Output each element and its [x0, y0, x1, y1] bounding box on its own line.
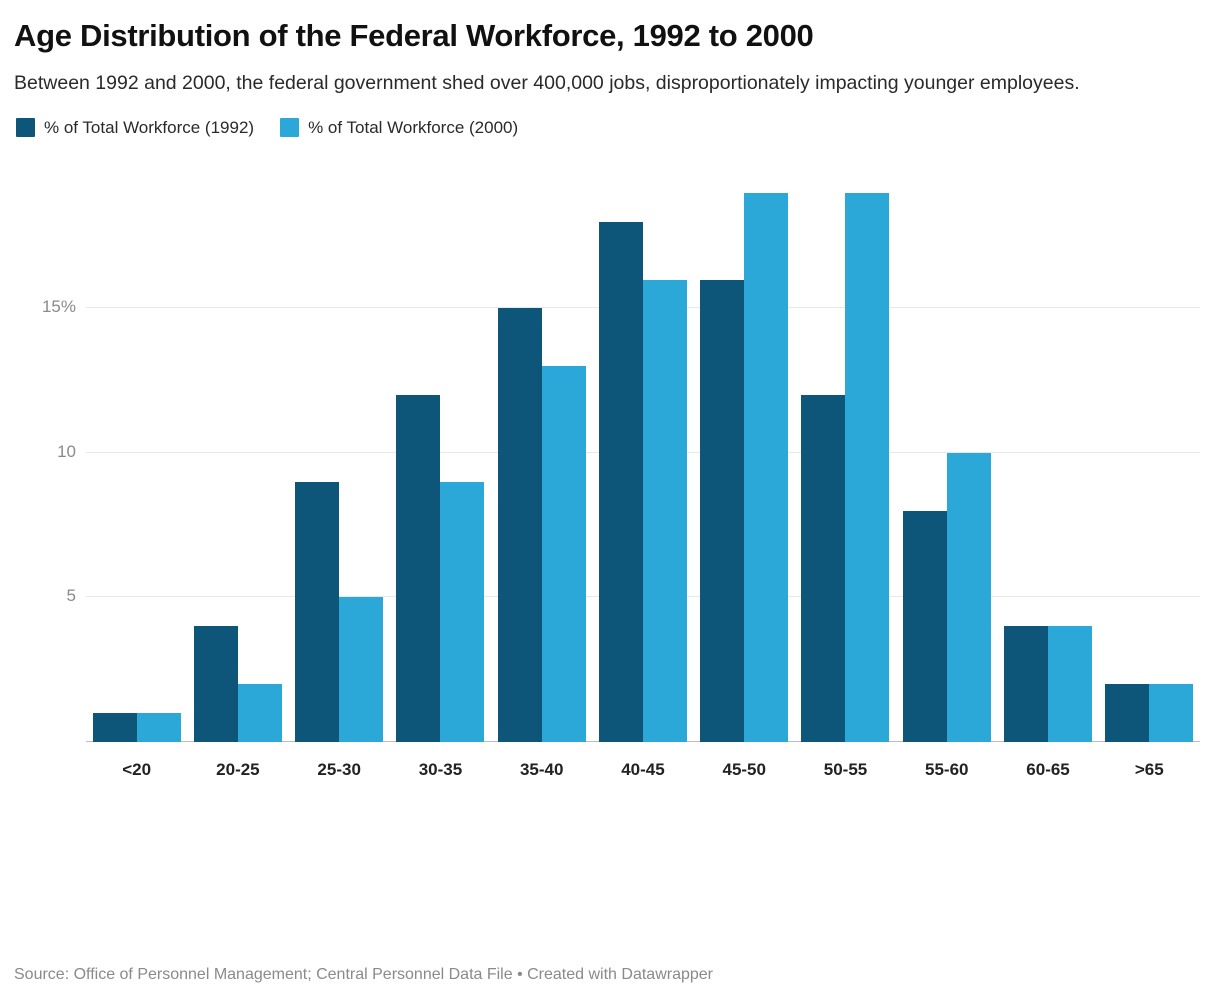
x-axis-label: 40-45 — [621, 759, 665, 779]
x-axis-label: 60-65 — [1026, 759, 1070, 779]
bar-2000[interactable] — [947, 453, 991, 742]
bar-2000[interactable] — [744, 193, 788, 742]
legend-swatch-1992 — [16, 118, 35, 137]
legend-label-1992: % of Total Workforce (1992) — [44, 117, 255, 137]
bar-group — [694, 164, 795, 742]
chart-subtitle: Between 1992 and 2000, the federal government shed over 400,000 jobs, disproportionately impacting younger employees. — [14, 71, 1080, 94]
bar-2000[interactable] — [845, 193, 889, 742]
bar-group — [289, 164, 390, 742]
x-axis-label: 50-55 — [823, 759, 868, 779]
legend-swatch-2000 — [280, 118, 299, 137]
bar-2000[interactable] — [137, 713, 181, 742]
bar-2000[interactable] — [542, 366, 586, 742]
bar-group — [592, 164, 693, 742]
bar-1992[interactable] — [1105, 684, 1149, 742]
bar-1992[interactable] — [194, 626, 238, 742]
bar-2000[interactable] — [643, 280, 687, 742]
chart-source-note: Source: Office of Personnel Management; Central Personnel Data File • Created with Datawrapper — [14, 966, 713, 983]
bar-1992[interactable] — [801, 395, 845, 742]
x-axis-label: <20 — [122, 759, 152, 779]
x-axis-labels — [86, 760, 1200, 780]
bar-group — [896, 164, 997, 742]
x-axis-label: 20-25 — [216, 759, 260, 779]
page-title: Age Distribution of the Federal Workforce, 1992 to 2000 — [14, 18, 814, 53]
bar-2000[interactable] — [238, 684, 282, 742]
chart-legend — [16, 118, 1200, 138]
x-axis-label: 35-40 — [519, 759, 564, 779]
x-axis-label: 55-60 — [925, 759, 969, 779]
bar-1992[interactable] — [295, 482, 339, 742]
y-axis-tick-label: 5 — [66, 586, 76, 606]
bar-2000[interactable] — [1048, 626, 1092, 742]
bar-1992[interactable] — [599, 222, 643, 742]
bar-2000[interactable] — [440, 482, 484, 742]
chart-plot-area — [14, 164, 1200, 784]
x-axis-label: 45-50 — [722, 759, 766, 779]
legend-item-1992[interactable] — [16, 118, 254, 138]
y-axis-tick-label: 15% — [41, 297, 76, 317]
bar-group — [86, 164, 187, 742]
bar-2000[interactable] — [339, 597, 383, 742]
bar-1992[interactable] — [903, 511, 947, 742]
bar-group — [491, 164, 592, 742]
bar-group — [187, 164, 288, 742]
x-axis-label: 30-35 — [418, 759, 463, 779]
legend-item-2000[interactable] — [280, 118, 518, 138]
legend-label-2000: % of Total Workforce (2000) — [308, 117, 519, 137]
bar-group — [795, 164, 896, 742]
bar-1992[interactable] — [396, 395, 440, 742]
bar-1992[interactable] — [498, 308, 542, 742]
bar-1992[interactable] — [700, 280, 744, 742]
plot-canvas — [41, 164, 1200, 742]
bar-group — [997, 164, 1098, 742]
x-axis-label: 25-30 — [317, 759, 361, 779]
bar-2000[interactable] — [1149, 684, 1193, 742]
bar-1992[interactable] — [93, 713, 137, 742]
y-axis-tick-label: 10 — [57, 441, 76, 461]
footer-divider — [14, 945, 1200, 946]
x-axis-label: >65 — [1134, 759, 1164, 779]
bar-group — [1099, 164, 1200, 742]
bar-groups — [86, 164, 1200, 742]
bar-1992[interactable] — [1004, 626, 1048, 742]
bar-group — [390, 164, 491, 742]
